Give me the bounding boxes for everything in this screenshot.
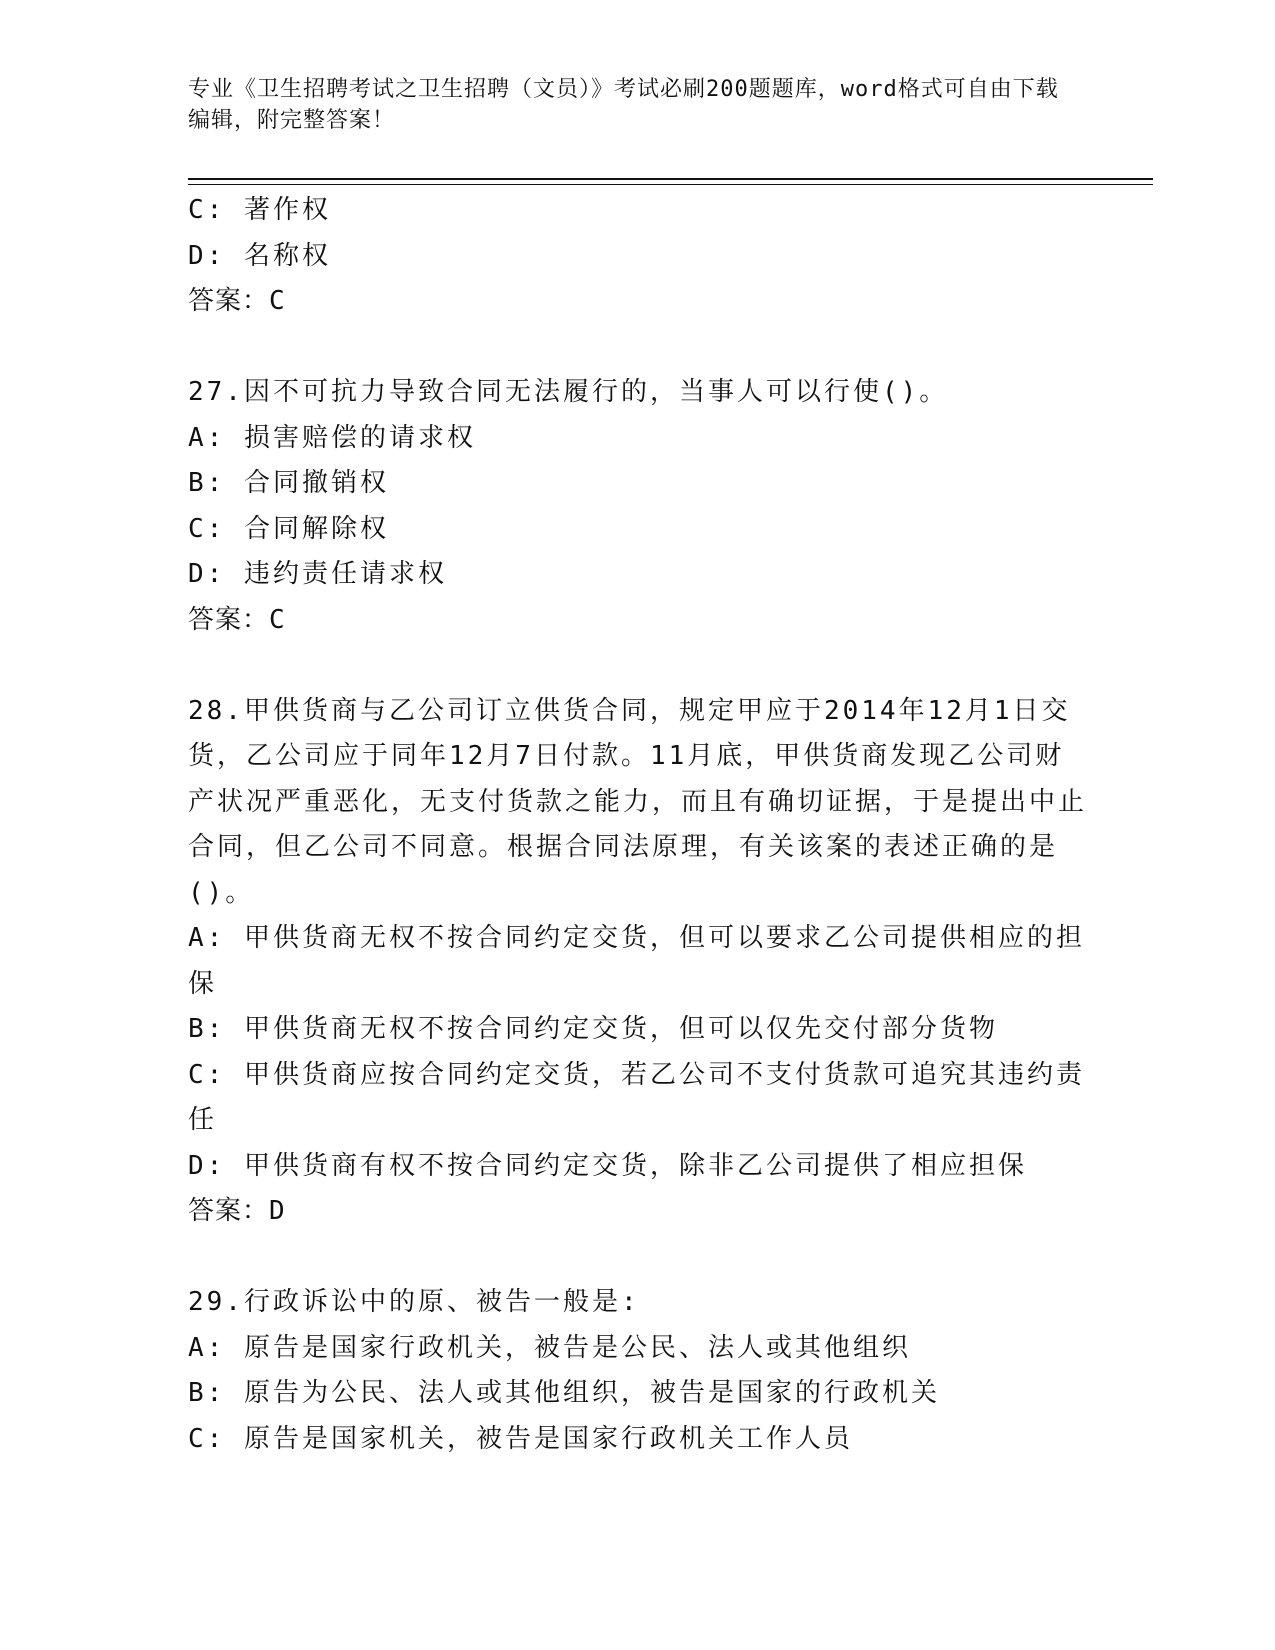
- option-d: D: 违约责任请求权: [188, 559, 447, 589]
- spacer: [188, 643, 1088, 689]
- header-rule-thin: [188, 184, 1153, 185]
- question-block-29: [188, 1280, 1088, 1462]
- option-d: D: 名称权: [188, 240, 331, 271]
- option-b: B: 甲供货商无权不按合同约定交货，但可以仅先交付部分货物: [188, 1014, 998, 1044]
- header-rule-thick: [188, 178, 1153, 180]
- option-b: B: 合同撤销权: [188, 468, 389, 498]
- question-block-prev: [188, 188, 1088, 325]
- page-header: [188, 74, 1068, 136]
- option-c: C: 合同解除权: [188, 513, 389, 544]
- option-a: A: 原告是国家行政机关，被告是公民、法人或其他组织: [188, 1332, 911, 1363]
- option-a: A: 损害赔偿的请求权: [188, 422, 476, 453]
- question-block-27: [188, 370, 1088, 643]
- spacer: [188, 325, 1088, 371]
- question-stem: 29.行政诉讼中的原、被告一般是:: [188, 1287, 640, 1317]
- question-block-28: [188, 689, 1088, 1235]
- question-stem: 27.因不可抗力导致合同无法履行的，当事人可以行使()。: [188, 377, 949, 407]
- option-d: D: 甲供货商有权不按合同约定交货，除非乙公司提供了相应担保: [188, 1150, 1027, 1181]
- option-c: C: 著作权: [188, 195, 331, 225]
- answer-line: 答案：C: [188, 286, 286, 316]
- option-c: C: 甲供货商应按合同约定交货，若乙公司不支付货款可追究其违约责任: [188, 1059, 1085, 1135]
- question-list: [188, 188, 1088, 1462]
- answer-line: 答案：D: [188, 1196, 286, 1226]
- option-c: C: 原告是国家机关，被告是国家行政机关工作人员: [188, 1423, 853, 1454]
- question-stem: 28.甲供货商与乙公司订立供货合同，规定甲应于2014年12月1日交货，乙公司应于同年12月7日付款。11月底，甲供货商发现乙公司财产状况严重恶化，无支付货款之能力，而且有确切证据，于是提出中止合同，但乙公司不同意。根据合同法原理，有关该案的表述正确的是()。: [188, 695, 1088, 908]
- header-title: 专业《卫生招聘考试之卫生招聘（文员）》考试必刷200题题库，word格式可自由下载编辑，附完整答案！: [188, 77, 1059, 133]
- spacer: [188, 1235, 1088, 1281]
- answer-line: 答案：C: [188, 604, 286, 635]
- option-b: B: 原告为公民、法人或其他组织，被告是国家的行政机关: [188, 1378, 940, 1408]
- option-a: A: 甲供货商无权不按合同约定交货，但可以要求乙公司提供相应的担保: [188, 923, 1085, 999]
